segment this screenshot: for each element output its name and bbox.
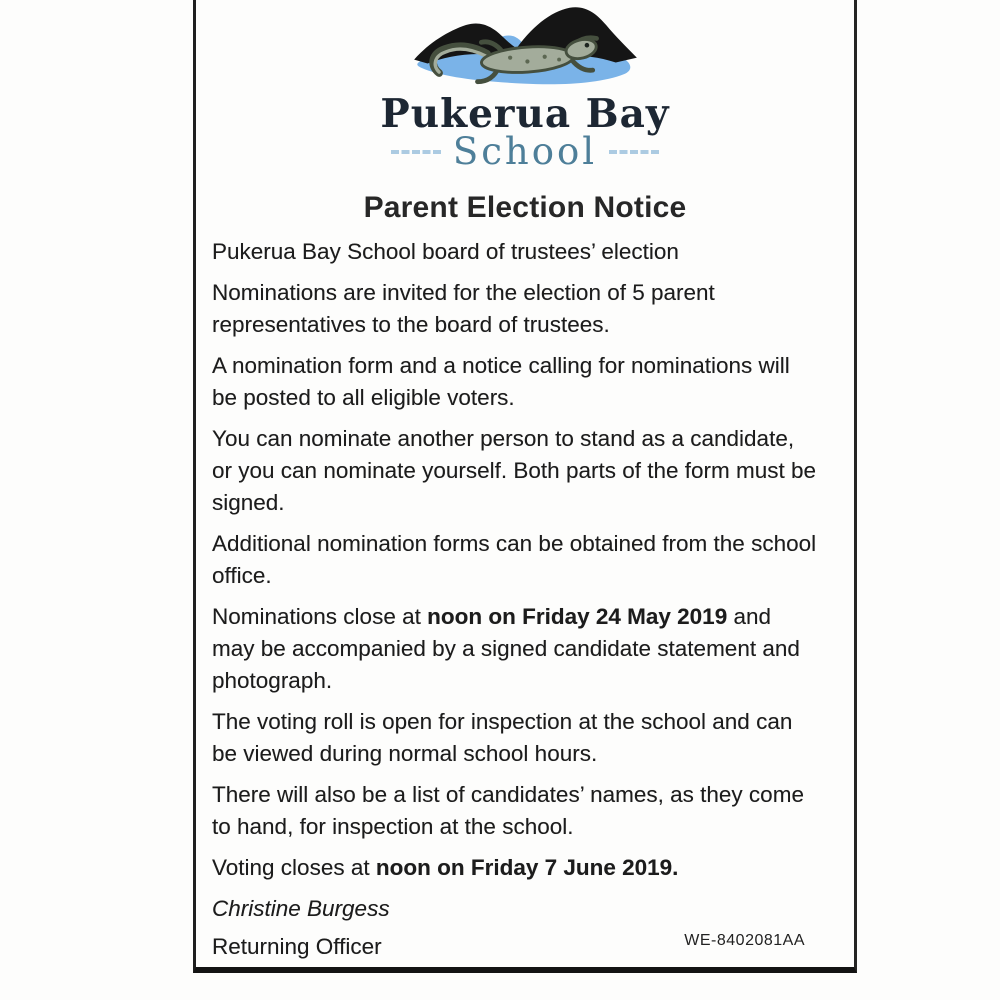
signature-name: Christine Burgess — [212, 896, 390, 921]
notice-paragraph: Nominations close at noon on Friday 24 May 2019 and may be accompanied by a signed candidate statement and photograph. — [212, 604, 800, 693]
logo-dash-left — [391, 150, 441, 154]
notice-body — [196, 236, 854, 963]
school-word-row — [196, 132, 854, 172]
reference-code: WE-8402081AA — [684, 932, 805, 949]
school-name-text: Pukerua Bay — [380, 91, 670, 137]
notice-border-frame — [193, 0, 857, 973]
notice-paragraph: There will also be a list of candidates’ names, as they come to hand, for inspection at the school. — [212, 782, 804, 839]
signature-row — [212, 925, 817, 963]
notice-paragraph: Pukerua Bay School board of trustees’ election — [212, 239, 679, 264]
school-logo — [196, 0, 854, 172]
notice-paragraph: Nominations are invited for the election of 5 parent representatives to the board of trustees. — [212, 280, 715, 337]
notice-paragraph: Voting closes at noon on Friday 7 June 2019. — [212, 855, 679, 880]
notice-paragraph: A nomination form and a notice calling for nominations will be posted to all eligible voters. — [212, 353, 790, 410]
mountains-gecko-logo — [408, 2, 643, 98]
page-title: Parent Election Notice — [363, 191, 687, 224]
logo-dash-right — [609, 150, 659, 154]
signature-role: Returning Officer — [212, 934, 382, 959]
notice-paragraph: Additional nomination forms can be obtained from the school office. — [212, 531, 817, 588]
notice-paragraph: You can nominate another person to stand as a candidate, or you can nominate yourself. Both parts of the form must be signed. — [212, 426, 817, 515]
notice-paragraph: The voting roll is open for inspection at the school and can be viewed during normal school hours. — [212, 709, 793, 766]
school-word-text: School — [452, 130, 598, 173]
